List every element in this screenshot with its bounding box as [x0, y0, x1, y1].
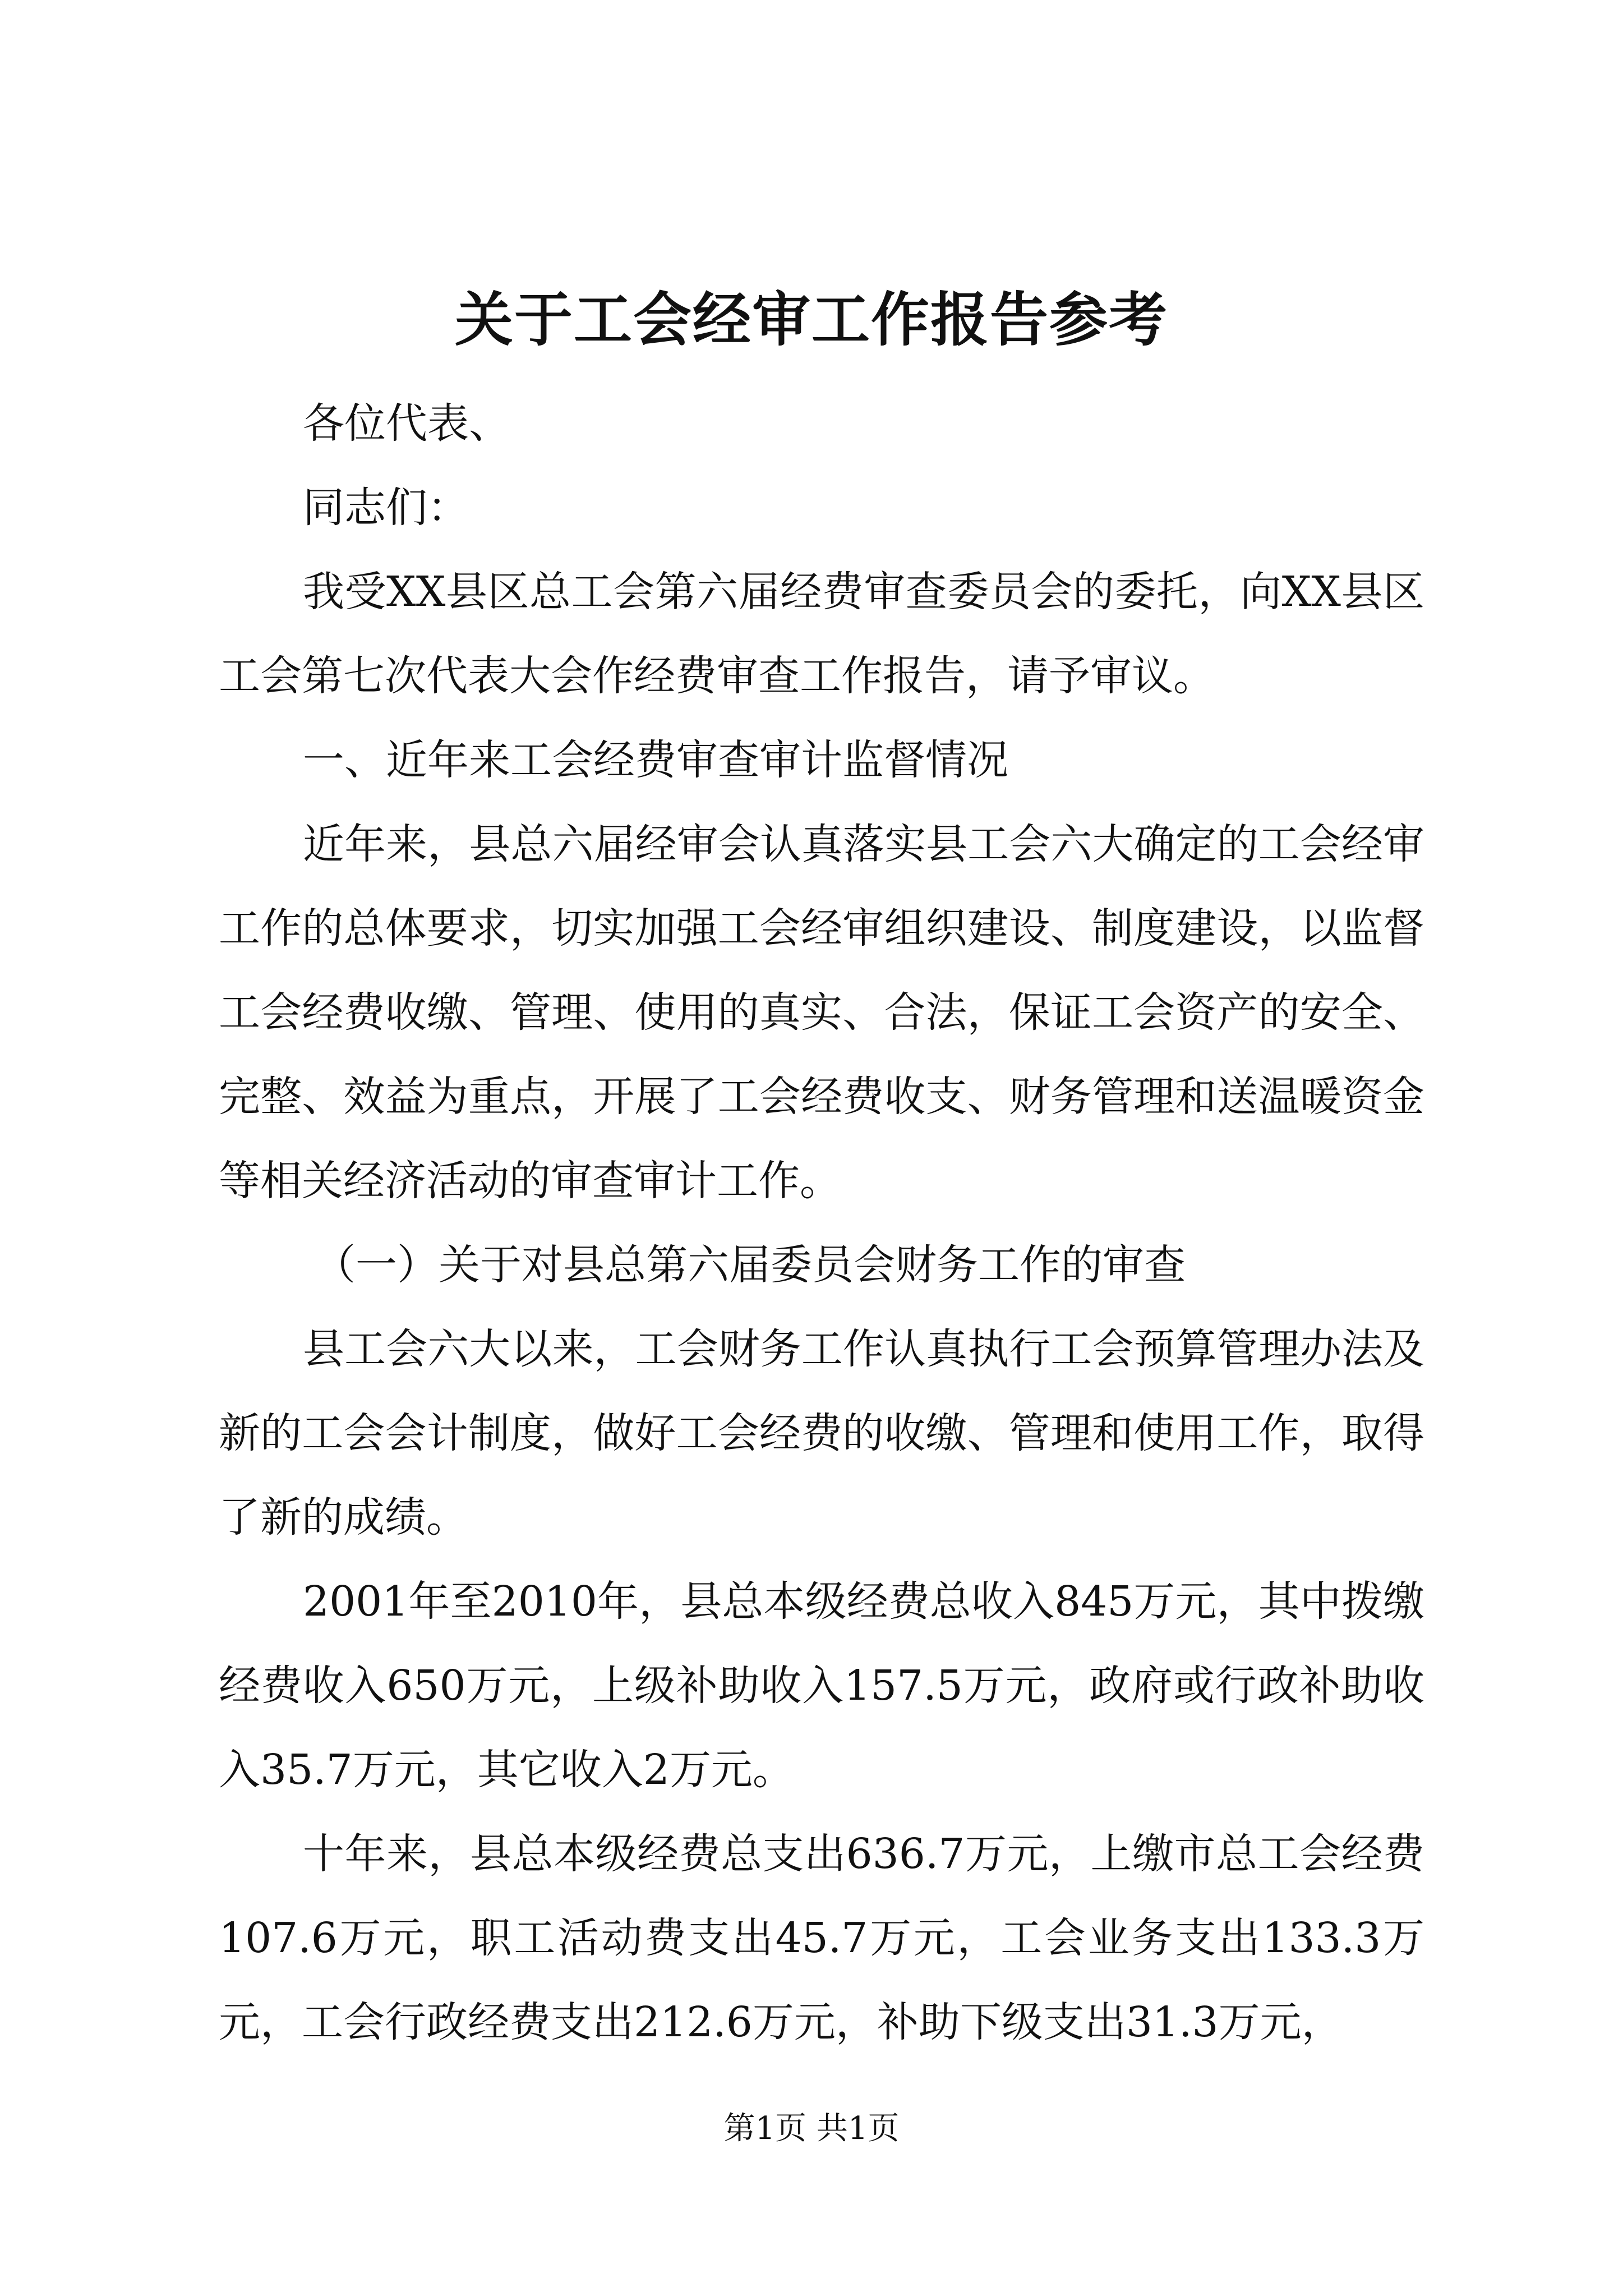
document-body	[219, 381, 1424, 2064]
section-heading-1: 一、近年来工会经费审查审计监督情况	[303, 736, 1008, 784]
income-paragraph: 2001年至2010年，县总本级经费总收入845万元，其中拨缴经费收入650万元，上级补助收入157.5万元，政府或行政补助收入35.7万元，其它收入2万元。	[219, 1577, 1424, 1794]
body-paragraph: 县工会六大以来，工会财务工作认真执行工会预算管理办法及新的工会会计制度，做好工会经费的收缴、管理和使用工作，取得了新的成绩。	[219, 1325, 1424, 1542]
subsection-heading-1: （一）关于对县总第六届委员会财务工作的审查	[314, 1241, 1186, 1289]
intro-paragraph: 我受XX县区总工会第六届经费审查委员会的委托，向XX县区工会第七次代表大会作经费审查工作报告，请予审议。	[219, 568, 1424, 700]
page-footer: 第1页 共1页	[723, 2110, 900, 2147]
expenditure-paragraph: 十年来，县总本级经费总支出636.7万元，上缴市总工会经费107.6万元，职工活动费支出45.7万元，工会业务支出133.3万元，工会行政经费支出212.6万元，补助下级支出31.3万元，	[219, 1830, 1424, 2046]
body-paragraph: 近年来，县总六届经审会认真落实县工会六大确定的工会经审工作的总体要求，切实加强工会经审组织建设、制度建设，以监督工会经费收缴、管理、使用的真实、合法，保证工会资产的安全、完整、效益为重点，开展了工会经费收支、财务管理和送温暖资金等相关经济活动的审查审计工作。	[219, 820, 1424, 1205]
salutation-representatives: 各位代表、	[303, 399, 510, 448]
salutation-comrades: 同志们：	[303, 484, 469, 532]
document-title: 关于工会经审工作报告参考	[454, 285, 1168, 354]
